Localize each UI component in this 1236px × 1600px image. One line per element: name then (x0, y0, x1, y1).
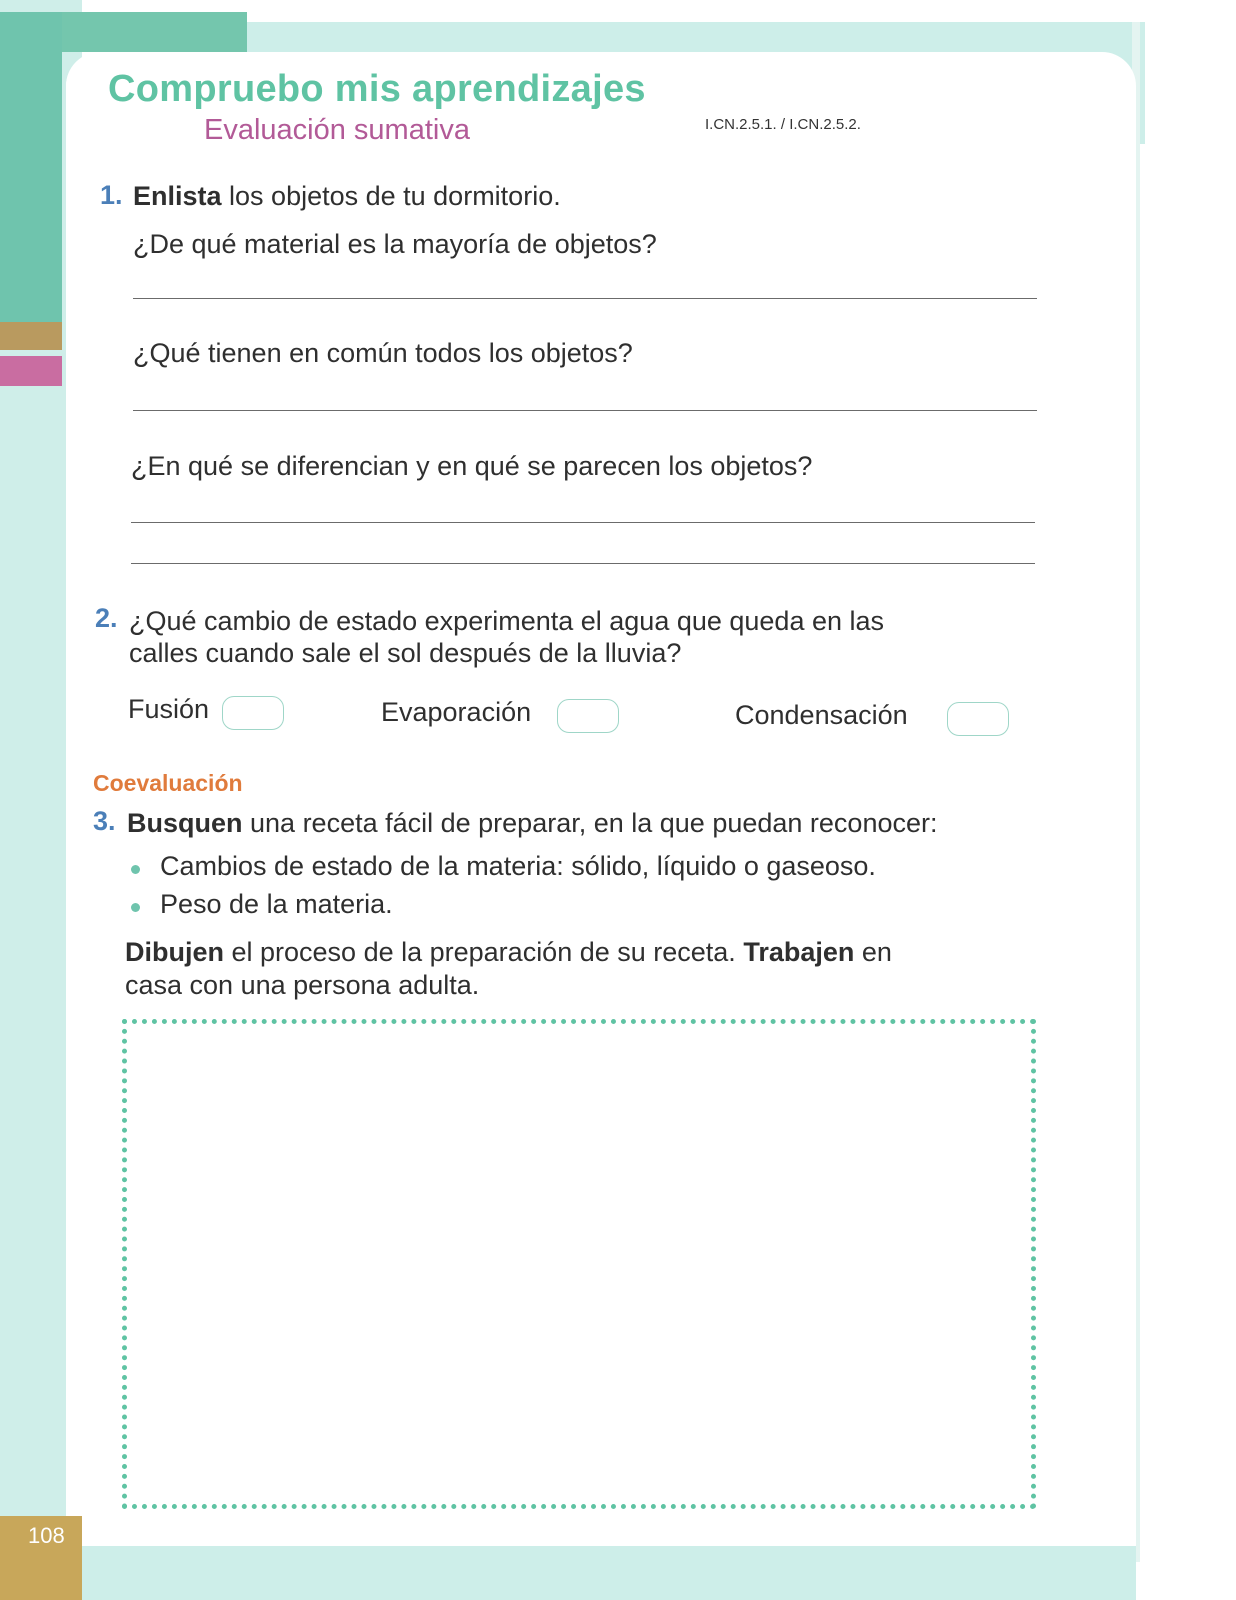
option-condensacion-label: Condensación (735, 700, 908, 730)
drawing-area[interactable] (122, 1019, 1036, 1509)
question-3-instruction-line-1 (125, 937, 892, 968)
question-2-number: 2. (95, 603, 118, 633)
bullet-icon (131, 903, 140, 912)
page-number: 108 (28, 1523, 65, 1548)
instruction-verb-draw: Dibujen (125, 937, 224, 967)
bottom-band (82, 1546, 1136, 1600)
coevaluation-label: Coevaluación (93, 770, 243, 796)
question-1-rest: los objetos de tu dormitorio. (221, 181, 561, 211)
option-evaporacion-label: Evaporación (381, 697, 532, 727)
instruction-middle: el proceso de la preparación de su receta. (224, 937, 744, 967)
bullet-item: Cambios de estado de la materia: sólido, líquido o gaseoso. (160, 851, 876, 881)
instruction-verb-work: Trabajen (743, 937, 855, 967)
page-subtitle: Evaluación sumativa (204, 114, 470, 146)
question-3-instruction-line-2: casa con una persona adulta. (125, 970, 480, 1000)
answer-line[interactable] (133, 410, 1037, 411)
answer-line[interactable] (133, 298, 1037, 299)
question-3-text (127, 808, 938, 839)
question-3-number: 3. (93, 806, 116, 836)
question-2-line-2: calles cuando sale el sol después de la lluvia? (129, 638, 682, 668)
bullet-icon (131, 865, 140, 874)
question-1-sub-1: ¿De qué material es la mayoría de objetos? (133, 229, 657, 259)
question-1-sub-3: ¿En qué se diferencian y en qué se parecen los objetos? (131, 451, 813, 481)
left-margin-accent (0, 12, 62, 322)
page-title: Compruebo mis aprendizajes (108, 68, 646, 110)
section-tab-pink (0, 356, 62, 386)
question-1-text (133, 181, 561, 212)
bullet-item: Peso de la materia. (160, 889, 393, 919)
question-2-line-1: ¿Qué cambio de estado experimenta el agua que queda en las (129, 606, 885, 636)
answer-line[interactable] (131, 522, 1035, 523)
instruction-end: en (854, 937, 892, 967)
option-fusion-checkbox[interactable] (222, 696, 284, 730)
evaluation-indicator: I.CN.2.5.1. / I.CN.2.5.2. (705, 116, 861, 133)
question-3-rest: una receta fácil de preparar, en la que puedan reconocer: (242, 808, 938, 838)
section-tab-gold (0, 322, 62, 350)
option-evaporacion-checkbox[interactable] (557, 699, 619, 733)
question-1-verb: Enlista (133, 181, 222, 211)
question-3-verb: Busquen (127, 808, 243, 838)
top-accent-block (62, 12, 247, 52)
answer-line[interactable] (131, 563, 1035, 564)
option-condensacion-checkbox[interactable] (947, 702, 1009, 736)
question-1-sub-2: ¿Qué tienen en común todos los objetos? (133, 338, 633, 368)
question-1-number: 1. (100, 180, 123, 210)
option-fusion-label: Fusión (128, 694, 210, 724)
